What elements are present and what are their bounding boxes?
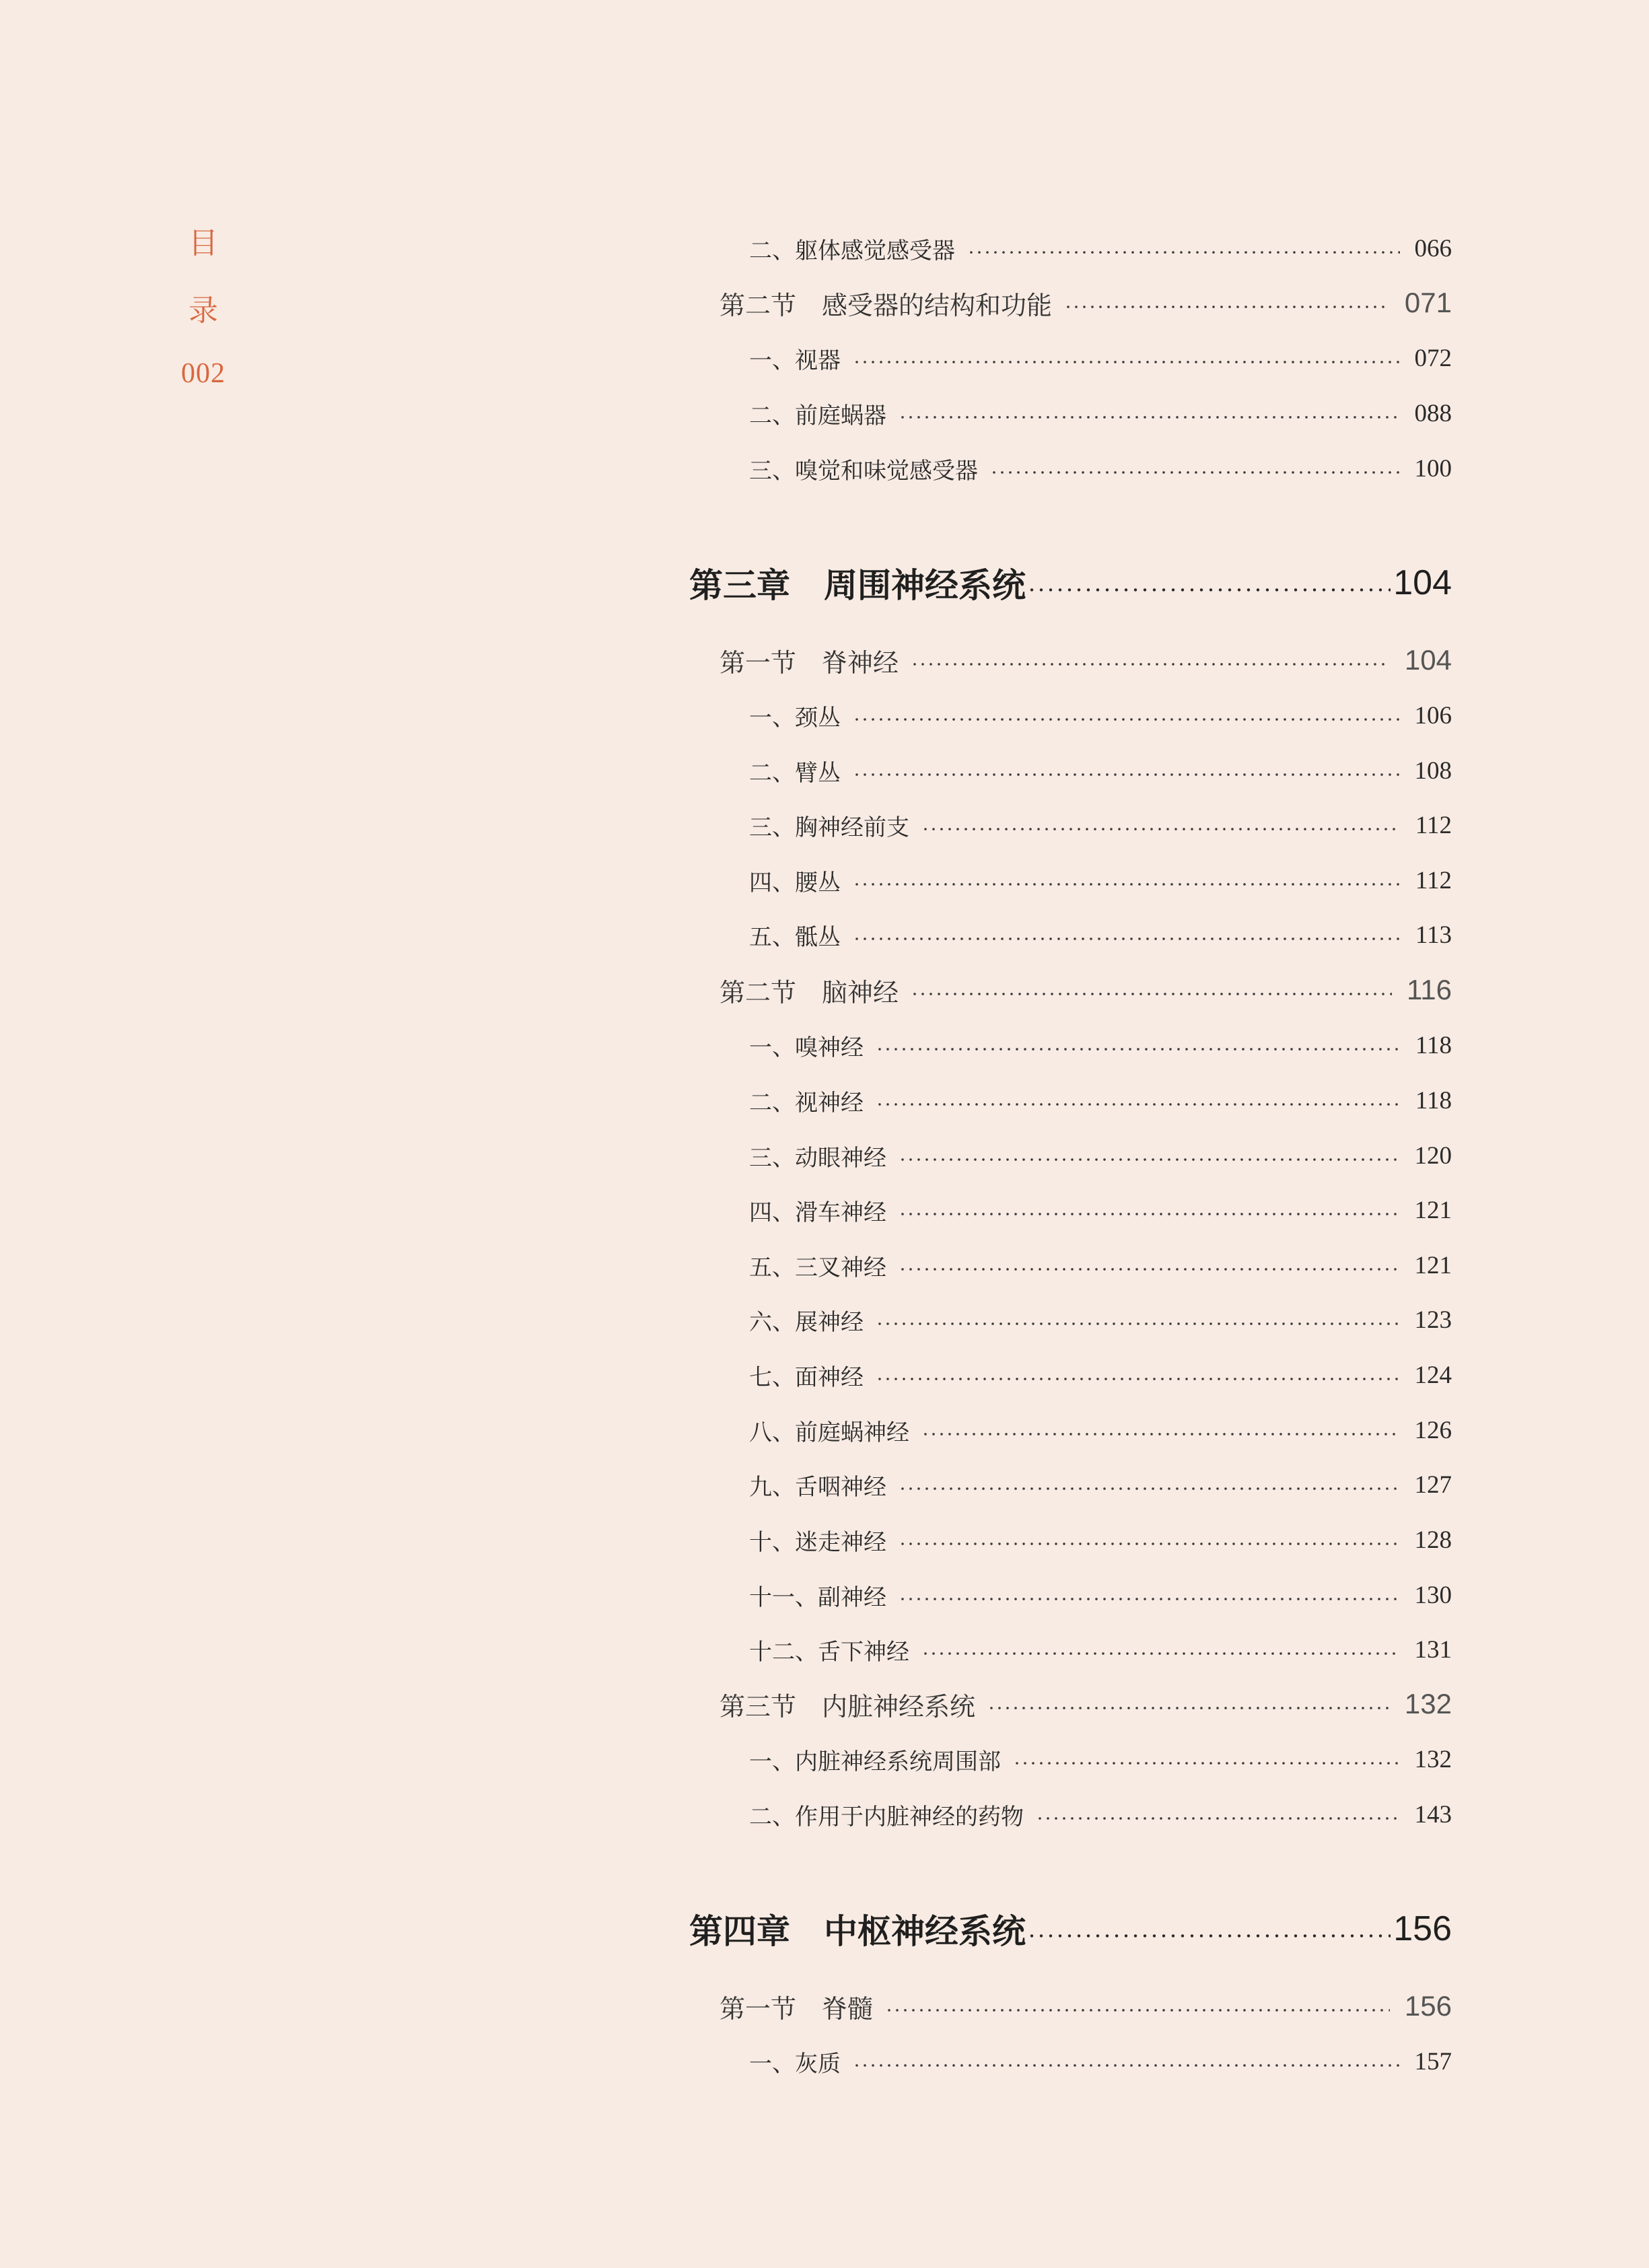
toc-section-title: 第一节 脊神经	[720, 647, 899, 678]
dot-leader	[885, 2009, 1390, 2012]
toc-chapter-title: 第三章 周围神经系统	[689, 566, 1026, 605]
dot-leader	[876, 1103, 1401, 1106]
toc-item-row[interactable]	[749, 394, 1452, 432]
dot-leader	[1064, 306, 1390, 308]
toc-item-title: 二、前庭蜗器	[749, 402, 886, 429]
toc-item-title: 三、动眼神经	[749, 1144, 886, 1172]
toc-item-title: 一、嗅神经	[749, 1034, 864, 1061]
toc-item-title: 四、腰丛	[749, 869, 841, 896]
toc-item-row[interactable]	[749, 2043, 1452, 2080]
toc-item-page: 132	[1414, 1745, 1452, 1773]
toc-item-row[interactable]	[749, 1631, 1452, 1668]
dot-leader	[853, 773, 1400, 776]
toc-item-row[interactable]	[749, 339, 1452, 377]
dot-leader	[876, 1048, 1401, 1051]
dot-leader	[899, 1598, 1400, 1600]
dot-leader	[853, 718, 1400, 721]
toc-item-row[interactable]	[749, 1191, 1452, 1229]
toc-section-row[interactable]	[720, 641, 1452, 679]
toc-section-page: 132	[1404, 1688, 1452, 1720]
toc-item-row[interactable]	[749, 1301, 1452, 1339]
toc-item-row[interactable]	[749, 916, 1452, 954]
toc-chapter-page: 104	[1393, 563, 1452, 602]
toc-item-title: 五、骶丛	[749, 923, 841, 951]
toc-item-page: 112	[1415, 866, 1452, 894]
toc-item-title: 十二、舌下神经	[749, 1638, 909, 1666]
toc-item-page: 121	[1414, 1251, 1452, 1279]
toc-item-page: 100	[1414, 454, 1452, 483]
toc-item-row[interactable]	[749, 1411, 1452, 1449]
toc-section-page: 104	[1404, 644, 1452, 676]
toc-section-title: 第二节 感受器的结构和功能	[720, 290, 1053, 320]
dot-leader	[1027, 588, 1391, 592]
dot-leader	[899, 416, 1400, 419]
dot-leader	[921, 828, 1401, 830]
toc-item-page: 108	[1414, 756, 1452, 785]
dot-leader	[911, 663, 1390, 666]
toc-section-row[interactable]	[720, 284, 1452, 322]
toc-item-row[interactable]	[749, 861, 1452, 899]
toc-item-page: 106	[1414, 701, 1452, 730]
toc-item-title: 一、内脏神经系统周围部	[749, 1748, 1001, 1775]
dot-leader	[853, 2064, 1400, 2067]
toc-item-title: 一、颈丛	[749, 704, 841, 732]
toc-item-page: 131	[1414, 1635, 1452, 1664]
toc-section-row[interactable]	[720, 1685, 1452, 1723]
toc-item-page: 123	[1414, 1306, 1452, 1334]
toc-item-title: 五、三叉神经	[749, 1254, 886, 1281]
toc-item-row[interactable]	[749, 1246, 1452, 1284]
toc-item-title: 九、舌咽神经	[749, 1473, 886, 1501]
toc-item-title: 二、视神经	[749, 1089, 864, 1117]
dot-leader	[853, 937, 1401, 940]
toc-item-row[interactable]	[749, 1356, 1452, 1394]
toc-item-page: 130	[1414, 1581, 1452, 1609]
toc-item-row[interactable]	[749, 1796, 1452, 1833]
toc-heading-char-1: 目	[188, 226, 218, 260]
page-number: 002	[181, 358, 225, 389]
dot-leader	[876, 1378, 1400, 1380]
toc-item-row[interactable]	[749, 752, 1452, 789]
dot-leader	[899, 1487, 1400, 1490]
dot-leader	[899, 1268, 1400, 1271]
dot-leader	[876, 1322, 1400, 1325]
toc-item-title: 二、躯体感觉感受器	[749, 237, 955, 264]
toc-item-page: 066	[1414, 234, 1452, 262]
dot-leader	[921, 1433, 1400, 1436]
toc-item-title: 一、灰质	[749, 2050, 841, 2078]
toc-section-page: 116	[1407, 974, 1452, 1005]
dot-leader	[1036, 1817, 1400, 1820]
dot-leader	[1027, 1934, 1391, 1938]
toc-item-title: 三、嗅觉和味觉感受器	[749, 457, 978, 485]
toc-item-row[interactable]	[749, 450, 1452, 487]
dot-leader	[911, 993, 1392, 995]
toc-item-page: 121	[1414, 1196, 1452, 1224]
dot-leader	[853, 361, 1400, 363]
toc-item-title: 十一、副神经	[749, 1584, 886, 1611]
toc-item-page: 118	[1415, 1086, 1452, 1114]
toc-item-page: 088	[1414, 399, 1452, 427]
toc-item-row[interactable]	[749, 1082, 1452, 1119]
dot-leader	[853, 883, 1401, 886]
toc-item-row[interactable]	[749, 1576, 1452, 1614]
toc-item-row[interactable]	[749, 1466, 1452, 1503]
toc-section-title: 第三节 内脏神经系统	[720, 1691, 976, 1722]
dot-leader	[899, 1213, 1400, 1215]
toc-item-title: 十、迷走神经	[749, 1528, 886, 1556]
toc-item-row[interactable]	[749, 1740, 1452, 1778]
toc-item-row[interactable]	[749, 1026, 1452, 1064]
dot-leader	[967, 251, 1400, 254]
toc-item-page: 124	[1414, 1361, 1452, 1389]
toc-section-row[interactable]	[720, 1987, 1452, 2025]
toc-item-page: 157	[1414, 2047, 1452, 2076]
dot-leader	[1013, 1762, 1400, 1765]
toc-item-page: 118	[1415, 1031, 1452, 1059]
toc-item-page: 143	[1414, 1800, 1452, 1829]
toc-item-title: 二、作用于内脏神经的药物	[749, 1803, 1024, 1831]
toc-item-title: 三、胸神经前支	[749, 814, 909, 841]
toc-item-page: 126	[1414, 1416, 1452, 1444]
toc-section-title: 第一节 脊髓	[720, 1993, 874, 2024]
toc-item-title: 七、面神经	[749, 1363, 864, 1391]
toc-chapter-row[interactable]	[689, 1905, 1452, 1952]
toc-item-title: 四、滑车神经	[749, 1199, 886, 1226]
toc-item-row[interactable]	[749, 229, 1452, 267]
toc-section-page: 071	[1404, 287, 1452, 318]
toc-item-page: 112	[1415, 811, 1452, 839]
toc-item-page: 113	[1415, 921, 1452, 949]
toc-chapter-page: 156	[1393, 1909, 1452, 1948]
toc-item-row[interactable]	[749, 697, 1452, 734]
toc-heading-char-2: 录	[188, 293, 218, 328]
dot-leader	[899, 1158, 1400, 1161]
dot-leader	[990, 471, 1400, 474]
toc-item-title: 一、视器	[749, 347, 841, 374]
toc-item-title: 八、前庭蜗神经	[749, 1419, 909, 1446]
toc-item-page: 127	[1414, 1470, 1452, 1499]
toc-item-page: 128	[1414, 1526, 1452, 1554]
toc-item-title: 六、展神经	[749, 1308, 864, 1336]
toc-item-title: 二、臂丛	[749, 759, 841, 787]
toc-chapter-row[interactable]	[689, 559, 1452, 606]
toc-chapter-title: 第四章 中枢神经系统	[689, 1912, 1026, 1951]
toc-item-row[interactable]	[749, 1521, 1452, 1559]
toc-section-row[interactable]	[720, 971, 1452, 1009]
toc-section-title: 第二节 脑神经	[720, 977, 899, 1007]
toc-section-page: 156	[1404, 1990, 1452, 2022]
dot-leader	[899, 1543, 1400, 1545]
toc-item-row[interactable]	[749, 1137, 1452, 1174]
toc-item-page: 120	[1414, 1141, 1452, 1170]
dot-leader	[987, 1707, 1390, 1709]
toc-item-row[interactable]	[749, 806, 1452, 844]
toc-item-page: 072	[1414, 344, 1452, 372]
dot-leader	[921, 1652, 1400, 1655]
